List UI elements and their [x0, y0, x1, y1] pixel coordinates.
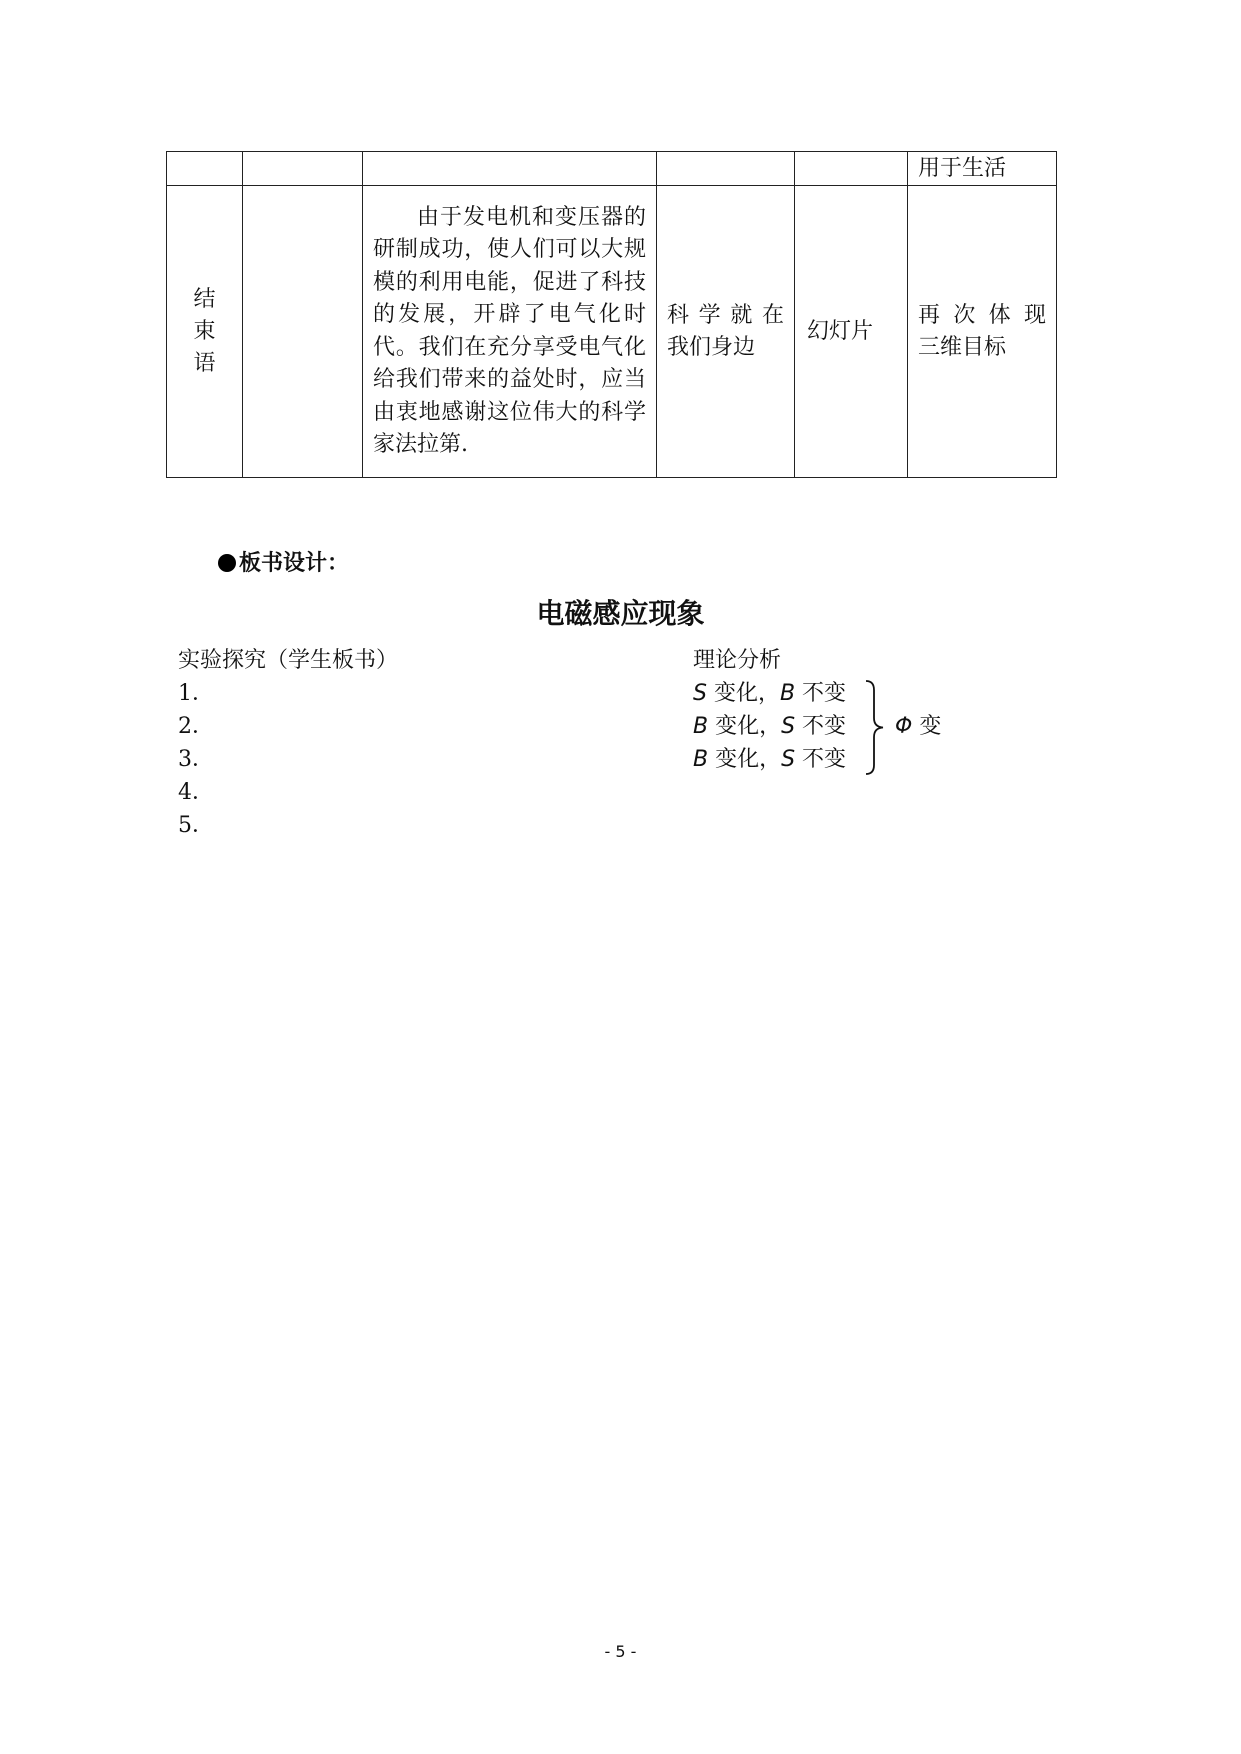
- media-cell: 幻灯片: [795, 186, 908, 478]
- list-item: 5．: [178, 813, 214, 838]
- purpose-cell: [908, 186, 1057, 478]
- table-cell: [363, 152, 657, 186]
- analysis-text: 变化，: [706, 681, 780, 706]
- variable: B: [693, 747, 709, 772]
- analysis-text: 不变: [795, 681, 847, 706]
- variable: S: [693, 681, 707, 706]
- table-cell: [243, 186, 363, 478]
- stage-char: 语: [193, 350, 216, 376]
- analysis-line: [693, 677, 846, 710]
- bullet-icon: [218, 554, 236, 572]
- table-cell: [243, 152, 363, 186]
- activity-cell: [657, 186, 795, 478]
- analysis-line: [693, 743, 846, 776]
- section-heading: [218, 546, 349, 577]
- purpose-cell: 用于生活: [908, 152, 1057, 186]
- analysis-text: 不变: [795, 714, 847, 739]
- activity-line: 我们身边: [667, 334, 756, 360]
- variable: S: [781, 714, 796, 739]
- section-heading-text: 板书设计：: [239, 551, 350, 576]
- page-number: - 5 -: [604, 1642, 637, 1661]
- purpose-line: 三维目标: [918, 334, 1007, 360]
- experiment-title: 实验探究（学生板书）: [178, 648, 399, 673]
- table-cell: [657, 152, 795, 186]
- variable: B: [693, 714, 709, 739]
- purpose-line: 再次体现: [918, 302, 1046, 328]
- analysis-title: 理论分析: [693, 648, 782, 673]
- analysis-text: 不变: [795, 747, 847, 772]
- content-cell: 由于发电机和变压器的研制成功，使人们可以大规模的利用电能，促进了科技的发展，开辟了电气化时代。我们在充分享受电气化给我们带来的益处时，应当由衷地感谢这位伟大的科学家法拉第.: [363, 186, 657, 478]
- table-row: [167, 152, 1057, 186]
- list-item: 3．: [178, 747, 214, 772]
- lesson-table: [166, 151, 1057, 478]
- list-item: 2．: [178, 714, 214, 739]
- board-title: 电磁感应现象: [536, 597, 705, 630]
- flux-result: [895, 710, 941, 743]
- analysis-line: [693, 710, 846, 743]
- table-row: [167, 186, 1057, 478]
- flux-result-text: 变: [912, 714, 942, 739]
- analysis-text: 变化，: [708, 714, 782, 739]
- analysis-text: 变化，: [708, 747, 782, 772]
- variable: S: [781, 747, 796, 772]
- table-cell: [795, 152, 908, 186]
- stage-char: 束: [193, 318, 216, 344]
- stage-cell: [167, 186, 243, 478]
- list-item: 1．: [178, 681, 214, 706]
- stage-char: 结: [193, 286, 216, 312]
- variable: B: [779, 681, 796, 706]
- table-cell: [167, 152, 243, 186]
- activity-line: 科学就在: [667, 302, 784, 328]
- flux-symbol: Φ: [895, 714, 913, 739]
- right-brace-icon: [864, 678, 886, 777]
- experiment-list: [178, 644, 398, 842]
- analysis-block: [693, 644, 846, 776]
- list-item: 4．: [178, 780, 214, 805]
